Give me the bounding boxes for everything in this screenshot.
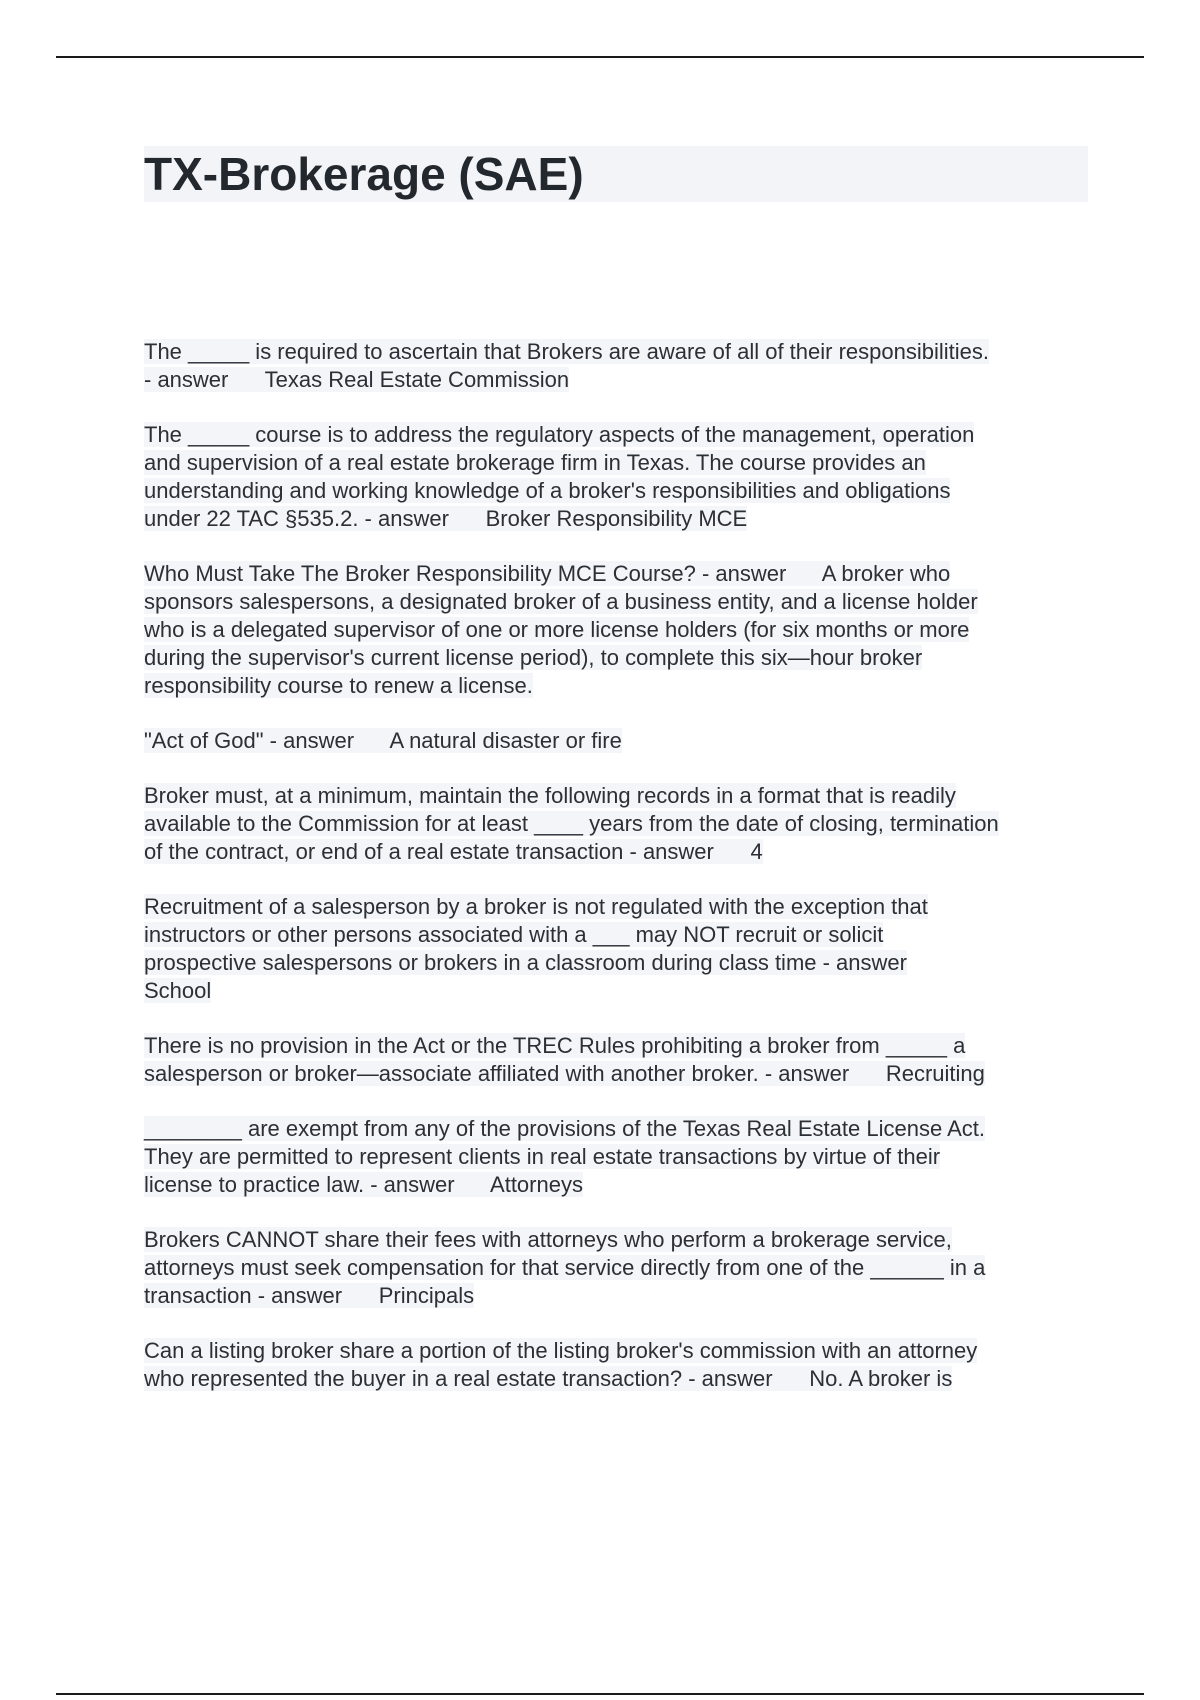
qa-entry: "Act of God" - answer A natural disaster or fire bbox=[144, 728, 622, 753]
document-title: TX-Brokerage (SAE) bbox=[144, 146, 1088, 202]
qa-entry: Brokers CANNOT share their fees with attorneys who perform a brokerage service, attorneys must seek compensation for that service directly from one of the ______ in a transaction - answer Principals bbox=[144, 1227, 986, 1308]
qa-entry: ________ are exempt from any of the provisions of the Texas Real Estate License Act. They are permitted to represent clients in real estate transactions by virtue of their license to practice law. - answer Attorneys bbox=[144, 1116, 985, 1197]
bottom-rule bbox=[56, 1693, 1144, 1695]
top-rule bbox=[56, 56, 1144, 58]
qa-entry: The _____ is required to ascertain that Brokers are aware of all of their responsibilities. - answer Texas Real Estate Commission bbox=[144, 339, 989, 392]
qa-entry: There is no provision in the Act or the TREC Rules prohibiting a broker from _____ a salesperson or broker—associate affiliated with another broker. - answer Recruiting bbox=[144, 1033, 985, 1086]
qa-entry: Recruitment of a salesperson by a broker is not regulated with the exception that instructors or other persons associated with a ___ may NOT recruit or solicit prospective salespersons or brokers in a classroom during class time - answer School bbox=[144, 894, 928, 1003]
qa-entry: Can a listing broker share a portion of the listing broker's commission with an attorney who represented the buyer in a real estate transaction? - answer No. A broker is bbox=[144, 1338, 978, 1391]
qa-entry: Broker must, at a minimum, maintain the following records in a format that is readily available to the Commission for at least ____ years from the date of closing, termination of the contract, or end of a real estate transaction - answer 4 bbox=[144, 783, 999, 864]
qa-entry: Who Must Take The Broker Responsibility MCE Course? - answer A broker who sponsors salespersons, a designated broker of a business entity, and a license holder who is a delegated supervisor of one or more license holders (for six months or more during the supervisor's current license period), to complete this six—hour broker responsibility course to renew a license. bbox=[144, 561, 978, 698]
qa-list bbox=[144, 338, 1088, 1420]
qa-entry: The _____ course is to address the regulatory aspects of the management, operation and supervision of a real estate brokerage firm in Texas. The course provides an understanding and working knowledge of a broker's responsibilities and obligations under 22 TAC §535.2. - answer Broker Responsibility MCE bbox=[144, 422, 975, 531]
